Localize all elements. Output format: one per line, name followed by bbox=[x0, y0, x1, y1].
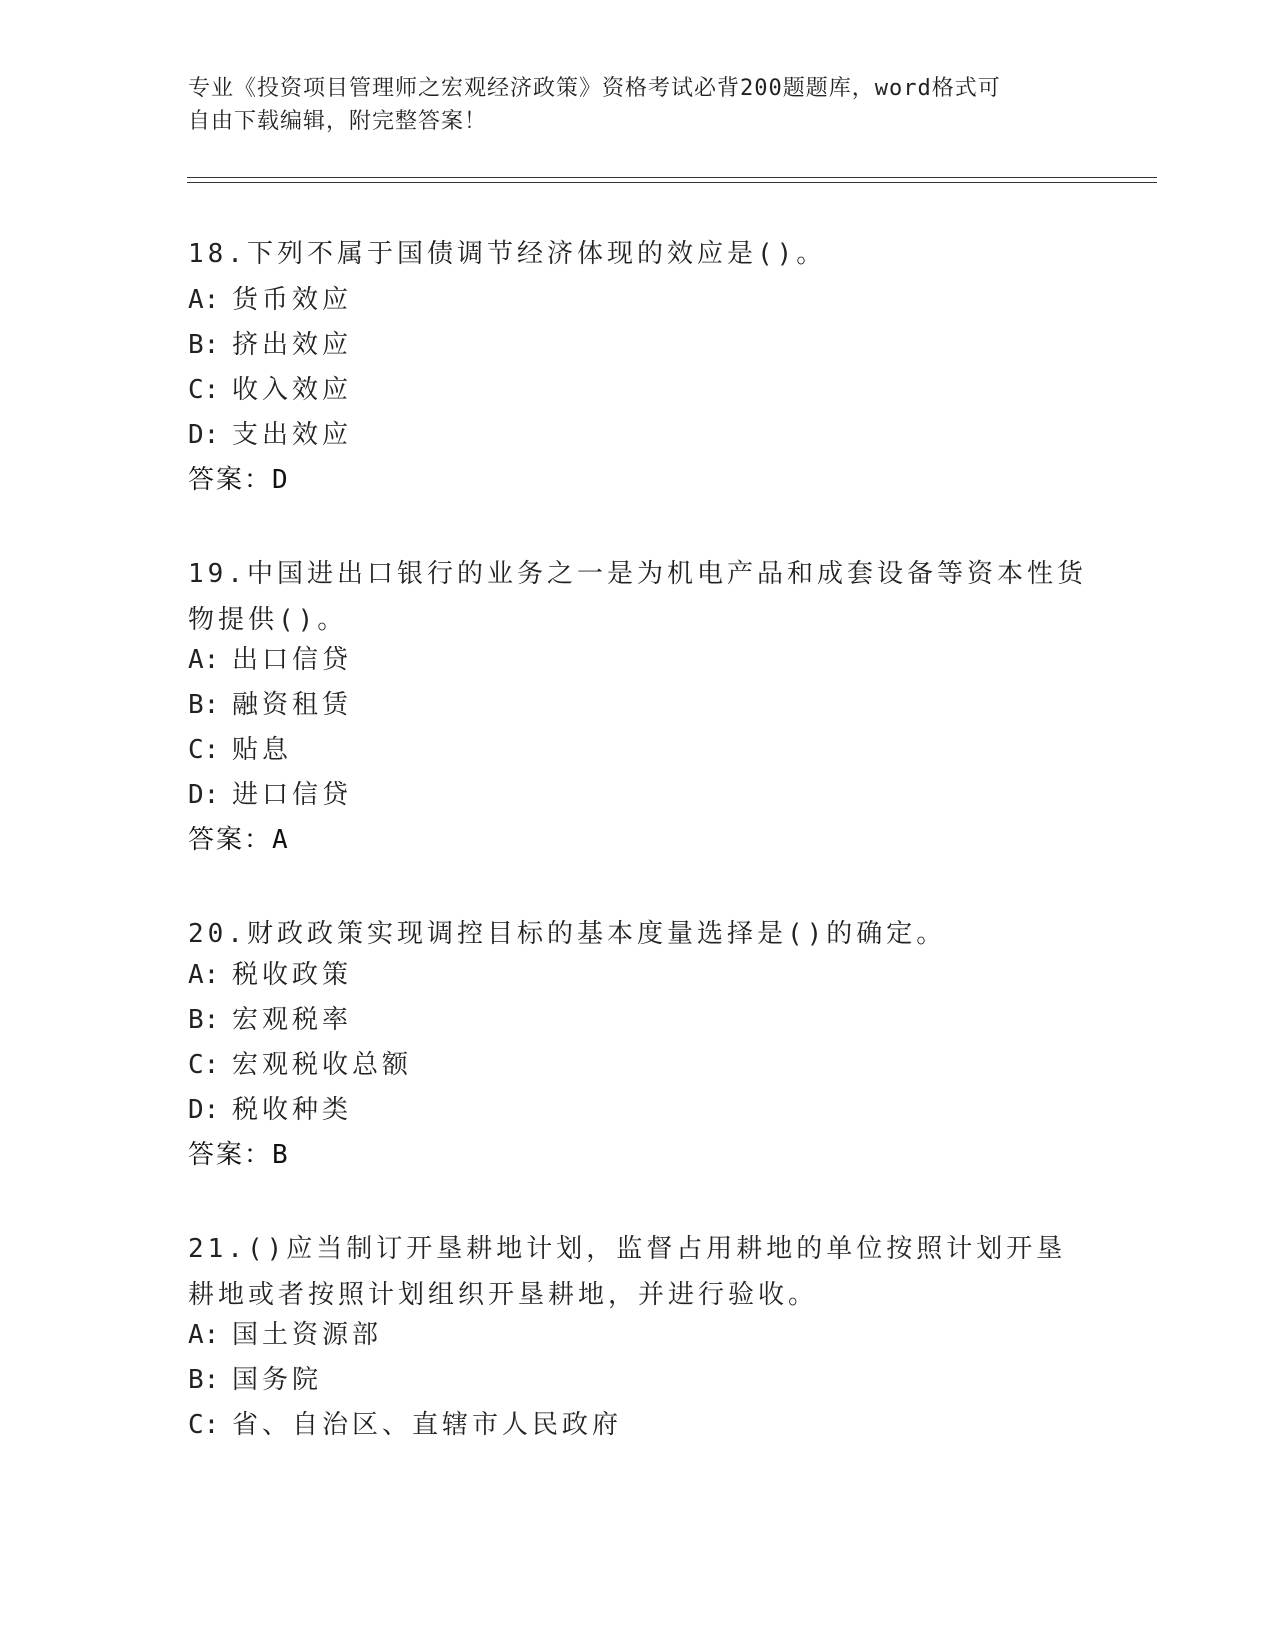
answer-label: 答案： bbox=[188, 825, 273, 855]
option-b bbox=[188, 328, 352, 362]
answer-line bbox=[188, 463, 288, 497]
option-c bbox=[188, 373, 352, 407]
option-text: 宏观税收总额 bbox=[232, 1050, 413, 1080]
option-c bbox=[188, 1048, 412, 1082]
option-a bbox=[188, 1318, 382, 1352]
option-text: 出口信贷 bbox=[232, 645, 353, 675]
option-d bbox=[188, 1093, 352, 1127]
answer-label: 答案： bbox=[188, 1140, 273, 1170]
question-text: 19.中国进出口银行的业务之一是为机电产品和成套设备等资本性货物提供()。 bbox=[188, 559, 1087, 635]
option-key: B: bbox=[188, 690, 220, 720]
answer-line bbox=[188, 823, 288, 857]
question-text: 21.()应当制订开垦耕地计划，监督占用耕地的单位按照计划开垦耕地或者按照计划组织开垦耕地，并进行验收。 bbox=[188, 1234, 1067, 1310]
option-b bbox=[188, 1003, 352, 1037]
option-text: 税收政策 bbox=[232, 960, 353, 990]
answer-value: B bbox=[272, 1140, 288, 1170]
option-text: 挤出效应 bbox=[232, 330, 353, 360]
option-key: D: bbox=[188, 1095, 220, 1125]
question-text: 20.财政政策实现调控目标的基本度量选择是()的确定。 bbox=[188, 919, 947, 949]
option-text: 货币效应 bbox=[232, 285, 353, 315]
option-key: B: bbox=[188, 1365, 220, 1395]
answer-line bbox=[188, 1138, 288, 1172]
option-text: 收入效应 bbox=[232, 375, 353, 405]
option-d bbox=[188, 778, 352, 812]
header-divider-top bbox=[187, 177, 1157, 178]
option-text: 进口信贷 bbox=[232, 780, 353, 810]
document-header bbox=[188, 72, 1088, 138]
option-key: C: bbox=[188, 735, 220, 765]
option-key: C: bbox=[188, 375, 220, 405]
option-text: 税收种类 bbox=[232, 1095, 353, 1125]
option-key: C: bbox=[188, 1050, 220, 1080]
option-b bbox=[188, 1363, 322, 1397]
answer-value: D bbox=[272, 465, 288, 495]
option-c bbox=[188, 1408, 622, 1442]
option-b bbox=[188, 688, 352, 722]
option-text: 国务院 bbox=[232, 1365, 323, 1395]
option-key: D: bbox=[188, 780, 220, 810]
option-key: B: bbox=[188, 330, 220, 360]
answer-label: 答案： bbox=[188, 465, 273, 495]
option-d bbox=[188, 418, 352, 452]
option-key: A: bbox=[188, 960, 220, 990]
option-a bbox=[188, 643, 352, 677]
header-line-1: 专业《投资项目管理师之宏观经济政策》资格考试必背200题题库，word格式可 bbox=[188, 76, 1001, 101]
option-text: 国土资源部 bbox=[232, 1320, 383, 1350]
option-a bbox=[188, 283, 352, 317]
option-a bbox=[188, 958, 352, 992]
option-text: 贴息 bbox=[232, 735, 293, 765]
header-divider-bottom bbox=[187, 182, 1157, 183]
header-line-2: 自由下载编辑，附完整答案！ bbox=[188, 109, 488, 134]
option-text: 支出效应 bbox=[232, 420, 353, 450]
option-text: 省、自治区、直辖市人民政府 bbox=[232, 1410, 623, 1440]
question-text: 18.下列不属于国债调节经济体现的效应是()。 bbox=[188, 239, 827, 269]
option-key: C: bbox=[188, 1410, 220, 1440]
option-key: A: bbox=[188, 285, 220, 315]
option-key: B: bbox=[188, 1005, 220, 1035]
option-c bbox=[188, 733, 292, 767]
option-text: 融资租赁 bbox=[232, 690, 353, 720]
option-key: A: bbox=[188, 645, 220, 675]
option-key: A: bbox=[188, 1320, 220, 1350]
option-key: D: bbox=[188, 420, 220, 450]
answer-value: A bbox=[272, 825, 288, 855]
option-text: 宏观税率 bbox=[232, 1005, 353, 1035]
